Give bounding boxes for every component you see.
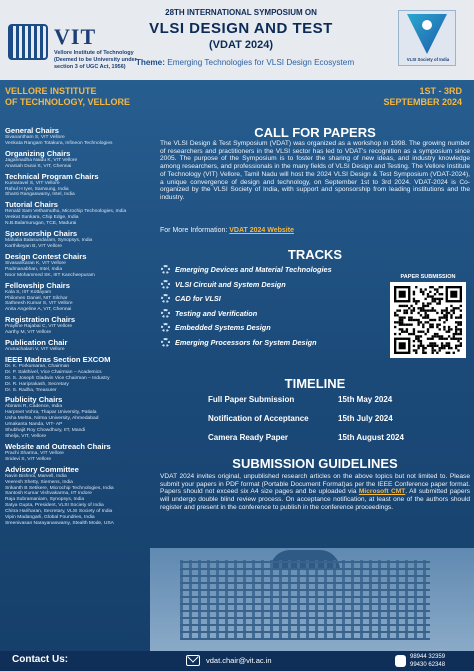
committee-member: Raja Subramaniam, Synopsys, India bbox=[5, 497, 85, 503]
tracks-heading: TRACKS bbox=[287, 247, 343, 262]
contact-label: Contact Us: bbox=[12, 654, 69, 665]
committee-member: Abirami R, Cadence, India bbox=[5, 404, 63, 410]
committee-member: Veeresh Shetty, Siemens, India bbox=[5, 479, 73, 485]
committee-member: Ananiah Durai S, VIT, Chennai bbox=[5, 163, 72, 169]
contact-email[interactable]: vdat.chair@vit.ac.in bbox=[206, 656, 272, 665]
committee-heading: General Chairs bbox=[5, 126, 60, 135]
vit-logo bbox=[4, 10, 137, 70]
building-facade bbox=[180, 560, 430, 640]
committee-member: Arunachalam V, VIT Vellore bbox=[5, 347, 65, 353]
committee-member: Dr. K. Porkumaran, Chairman bbox=[5, 363, 70, 369]
committee-member: Shubhajit Roy Chowdhury, IIT, Mandi bbox=[5, 428, 86, 434]
committee-member: Kumaravel S, VIT Vellore bbox=[5, 180, 60, 186]
gear-icon bbox=[161, 309, 170, 318]
paper-submission-qr-code[interactable] bbox=[390, 282, 466, 358]
committee-heading: IEEE Madras Section EXCOM bbox=[5, 354, 111, 364]
committee-member: Prachi Sharma, VIT Vellore bbox=[5, 450, 64, 456]
track-label: VLSI Circuit and System Design bbox=[175, 279, 286, 289]
theme bbox=[100, 58, 390, 67]
committee-member: Dr. P. Sakthivel, Vice Chairman – Academics bbox=[5, 369, 102, 375]
track-label: CAD for VLSI bbox=[175, 294, 221, 304]
committee-heading: Design Contest Chairs bbox=[5, 251, 87, 261]
committee-heading: Website and Outreach Chairs bbox=[5, 441, 111, 451]
symposium-acronym: (VDAT 2024) bbox=[209, 39, 273, 51]
committee-member: Rahul H Iyer, Samsung, India bbox=[5, 186, 69, 192]
gear-icon bbox=[161, 280, 170, 289]
track-item bbox=[160, 308, 380, 323]
committee-member: Kala S, IIIT Kottayam bbox=[5, 289, 52, 295]
cmt-link[interactable]: Microsoft CMT bbox=[358, 488, 406, 496]
symposium-edition: 28TH INTERNATIONAL SYMPOSIUM ON bbox=[165, 8, 317, 17]
vlsi-society-emblem-icon bbox=[407, 14, 447, 54]
venue bbox=[5, 86, 195, 108]
timeline-date: 15th July 2024 bbox=[338, 414, 393, 423]
qr-caption: PAPER SUBMISSION bbox=[400, 274, 456, 280]
track-item bbox=[160, 322, 380, 337]
tracks-list bbox=[160, 264, 380, 352]
committee-heading: Publicity Chairs bbox=[5, 395, 63, 405]
more-info-label: For More Information: bbox=[160, 227, 228, 234]
track-item bbox=[160, 337, 380, 352]
theme-text: Emerging Technologies for VLSI Design Ecosystem bbox=[167, 58, 355, 67]
gear-icon bbox=[161, 294, 170, 303]
cfp-body: The VLSI Design & Test Symposium (VDAT) was organized as a workshop in 1998. The growing number of researchers and practitioners in the VLSI sector has led to VDAT's recognition as a symposium since 2005. The purpose of the Symposium is to foster the sharing of new ideas, and industry knowledge among researchers, and professionals in the many fields of VLSI Design and Testing. The Vellore Institute of Technology (VIT) Vellore, Tamil Nadu will host the 2024 VLSI Design & Test Symposium (VDAT-2024), a unique convergence of design and technology, on September 1st to 3rd 2024. VDAT-2024 is Co-organized by the VLSI Society of India, with support and sponsorship from leading institutions and the industry. bbox=[160, 140, 470, 201]
contact-phones bbox=[410, 653, 445, 669]
track-label: Testing and Verification bbox=[175, 308, 258, 318]
committee-heading: Fellowship Chairs bbox=[5, 280, 70, 290]
timeline-row bbox=[160, 431, 470, 450]
event-days: 1ST - 3RD bbox=[419, 86, 462, 96]
committee-member: Karthikeyan B, VIT Vellore bbox=[5, 243, 62, 249]
committee-member: Dr. R. Hariprakash, Secretary bbox=[5, 381, 69, 387]
committee-member: Anita Angeline A, VIT, Chennai bbox=[5, 307, 72, 313]
committee-member: Venkat Sunkara, Chip Edge, India bbox=[5, 215, 79, 221]
committee-member: Aarthy M, VIT Vellore bbox=[5, 330, 52, 336]
committee-heading: Tutorial Chairs bbox=[5, 200, 59, 210]
committee-member: Umakanta Nanda, VIT- AP bbox=[5, 422, 63, 428]
more-info bbox=[160, 227, 470, 234]
track-label: Emerging Processors for System Design bbox=[175, 337, 317, 347]
committee-heading: Sponsorship Chairs bbox=[5, 229, 78, 239]
committee-member: Renald Sam Vethamuthu, Microchip Technologies, India bbox=[5, 209, 127, 215]
campus-building-illustration bbox=[150, 548, 474, 651]
timeline-event: Notification of Acceptance bbox=[208, 414, 309, 423]
header bbox=[0, 0, 474, 80]
vit-seal-icon bbox=[8, 24, 48, 60]
theme-label: Theme: bbox=[135, 58, 165, 67]
track-label: Emerging Devices and Material Technologies bbox=[175, 265, 332, 274]
timeline-event: Full Paper Submission bbox=[208, 395, 295, 404]
committee-member: Mahalia Balasundaram, Synopsys, India bbox=[5, 238, 93, 244]
committee-member: Satya Gupta, President, VLSI Society of India bbox=[5, 503, 104, 509]
timeline-date: 15th August 2024 bbox=[338, 433, 404, 442]
institute-name: VIT bbox=[54, 24, 97, 49]
event-month: SEPTEMBER 2024 bbox=[383, 97, 462, 107]
committee-member: Navin Bishnoi, Marvell, India bbox=[5, 473, 67, 479]
committee-member: Jagannadha Naidu K, VIT Vellore bbox=[5, 157, 78, 163]
committee-heading: Publication Chair bbox=[5, 338, 68, 348]
timeline-date: 15th May 2024 bbox=[338, 395, 393, 404]
committee-member: Sridevi S, VIT Vellore bbox=[5, 456, 52, 462]
committee-heading: Advisory Committee bbox=[5, 464, 79, 474]
website-link[interactable]: VDAT 2024 Website bbox=[229, 227, 294, 234]
symposium-title: VLSI DESIGN AND TEST bbox=[149, 20, 333, 37]
committee-member: Usha Mehta, Nirma University, Ahmedabad bbox=[5, 416, 99, 422]
committee-member: Philomen Daniel, NIT Silchar bbox=[5, 295, 68, 301]
timeline-row bbox=[160, 393, 470, 412]
track-item bbox=[160, 279, 380, 294]
timeline-row bbox=[160, 412, 470, 431]
committee-member: N.B.Balamurugan, TCE, Madurai bbox=[5, 221, 77, 227]
committee-member: Dr. S. Joseph Gladwin Vice Chairman – Industry bbox=[5, 375, 110, 381]
committee-member: Dr. S. Radha, Treasurer bbox=[5, 387, 57, 393]
committee-member: Shanti Rangaswamy, Intel, India bbox=[5, 192, 75, 198]
cfp-heading: CALL FOR PAPERS bbox=[254, 125, 376, 140]
committee-member: Sreenivasan Narayanaswamy, Stealth Mode, USA bbox=[5, 520, 114, 526]
timeline-event: Camera Ready Paper bbox=[208, 433, 289, 442]
committee-member: Satheesh Kumar S, VIT Vellore bbox=[5, 301, 73, 307]
submission-body-b: . All submitted papers will undergo double blind review process. On acceptance notification, at least one of the authors should register and present in the conference to publish in the conference proceedings. bbox=[160, 488, 470, 511]
committee-member: Shelja, VIT, Vellore bbox=[5, 434, 47, 439]
committee-member: Srikanth B Setikere, Microchip Technologies, India bbox=[5, 485, 114, 491]
committee-member: Venkata Rangam Totakura, Infineon Technologies bbox=[5, 140, 113, 146]
timeline-table bbox=[160, 393, 470, 450]
committee-member: Santosh Kumar Vishvakarma, IIT Indore bbox=[5, 491, 92, 497]
contact-phone-1[interactable]: 98944 32359 bbox=[410, 654, 446, 660]
track-item bbox=[160, 264, 380, 279]
timeline-heading: TIMELINE bbox=[284, 376, 346, 391]
vlsi-society-logo bbox=[398, 10, 456, 66]
committee-member: Sivasankaran K, VIT Vellore bbox=[5, 260, 66, 266]
vlsi-society-caption: VLSI Society of India bbox=[406, 57, 450, 62]
footer bbox=[0, 651, 474, 671]
committee-column bbox=[5, 124, 155, 527]
venue-line1: VELLORE INSTITUTE bbox=[5, 86, 97, 96]
institute-subtitle: Vellore Institute of Technology (Deemed to be University under section 3 of UGC Act, 1956) bbox=[54, 50, 137, 70]
committee-heading: Organizing Chairs bbox=[5, 148, 71, 158]
qr-code-icon bbox=[394, 286, 462, 354]
venue-line2: OF TECHNOLOGY, VELLORE bbox=[5, 97, 131, 107]
track-item bbox=[160, 293, 380, 308]
committee-heading: Technical Program Chairs bbox=[5, 171, 99, 181]
phone-icon bbox=[395, 655, 406, 667]
submission-heading: SUBMISSION GUIDELINES bbox=[232, 456, 398, 471]
committee-member: Prayline Rajabai C, VIT Vellore bbox=[5, 324, 73, 330]
committee-member: Sivanantham S, VIT Vellore bbox=[5, 135, 65, 140]
event-dates bbox=[322, 86, 462, 108]
gear-icon bbox=[161, 338, 170, 347]
submission-body-a: VDAT 2024 invites original, unpublished research articles on the above topics but not limited to. Please submit your papers in PDF format (Portable Document Format)as per the IEEE Conference paper format. Papers should not exceed six A4 size pages and be uploaded via bbox=[160, 473, 470, 496]
committee-heading: Registration Chairs bbox=[5, 315, 76, 325]
committee-member: Harpreet Vohra, Thapar University, Patiala bbox=[5, 410, 97, 416]
committee-member: Padmanabhan, Intel, India bbox=[5, 266, 63, 272]
mail-icon bbox=[186, 655, 200, 666]
contact-phone-2[interactable]: 99430 62348 bbox=[410, 662, 446, 668]
gear-icon bbox=[161, 265, 170, 274]
committee-member: Noor Mohammed SK, IIIT Kancheepuram bbox=[5, 272, 95, 278]
committee-member: Vipin Madangarli, Global Foundries, India bbox=[5, 515, 95, 521]
gear-icon bbox=[161, 323, 170, 332]
track-label: Embedded Systems Design bbox=[175, 323, 271, 333]
submission-body bbox=[160, 473, 470, 512]
committee-member: Chitra Hariharan, Secretary, VLSI Society of India bbox=[5, 509, 113, 515]
